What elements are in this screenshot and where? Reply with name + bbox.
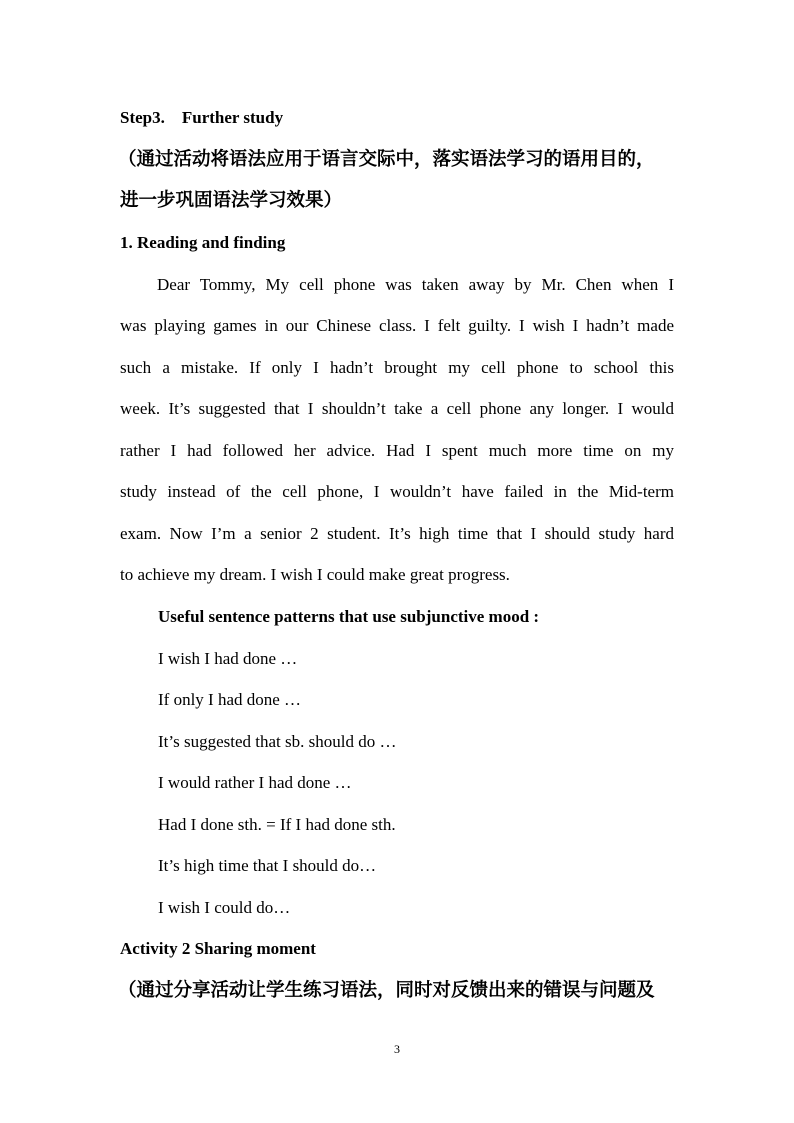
step-note-line-2: 进一步巩固语法学习效果） xyxy=(120,190,343,211)
pattern-item: I wish I had done … xyxy=(158,649,298,668)
pattern-item: It’s suggested that sb. should do … xyxy=(158,732,397,751)
pattern-item: Had I done sth. = If I had done sth. xyxy=(158,815,396,834)
step-note-line-1: （通过活动将语法应用于语言交际中，落实语法学习的语用目的， xyxy=(118,149,655,170)
letter-line: Dear Tommy, My cell phone was taken away by Mr. Chen when I xyxy=(157,275,674,294)
pattern-item: I wish I could do… xyxy=(158,898,291,917)
pattern-item: I would rather I had done … xyxy=(158,773,352,792)
letter-line: to achieve my dream. I wish I could make great progress. xyxy=(120,565,510,584)
step-heading: Step3. Further study xyxy=(120,108,284,127)
letter-line: exam. Now I’m a senior 2 student. It’s high time that I should study hard xyxy=(120,524,674,543)
letter-line: week. It’s suggested that I shouldn’t take a cell phone any longer. I would xyxy=(120,399,674,418)
activity2-heading: Activity 2 Sharing moment xyxy=(120,939,316,958)
letter-line: rather I had followed her advice. Had I spent much more time on my xyxy=(120,441,674,460)
pattern-item: If only I had done … xyxy=(158,690,302,709)
pattern-item: It’s high time that I should do… xyxy=(158,856,377,875)
letter-line: study instead of the cell phone, I wouldn’t have failed in the Mid-term xyxy=(120,482,674,501)
page-number: 3 xyxy=(394,1042,400,1056)
patterns-heading: Useful sentence patterns that use subjunctive mood : xyxy=(158,607,540,626)
letter-line: such a mistake. If only I hadn’t brought my cell phone to school this xyxy=(120,358,674,377)
section1-heading: 1. Reading and finding xyxy=(120,233,286,252)
letter-line: was playing games in our Chinese class. I felt guilty. I wish I hadn’t made xyxy=(120,316,674,335)
activity2-note: （通过分享活动让学生练习语法，同时对反馈出来的错误与问题及 xyxy=(118,980,655,1001)
